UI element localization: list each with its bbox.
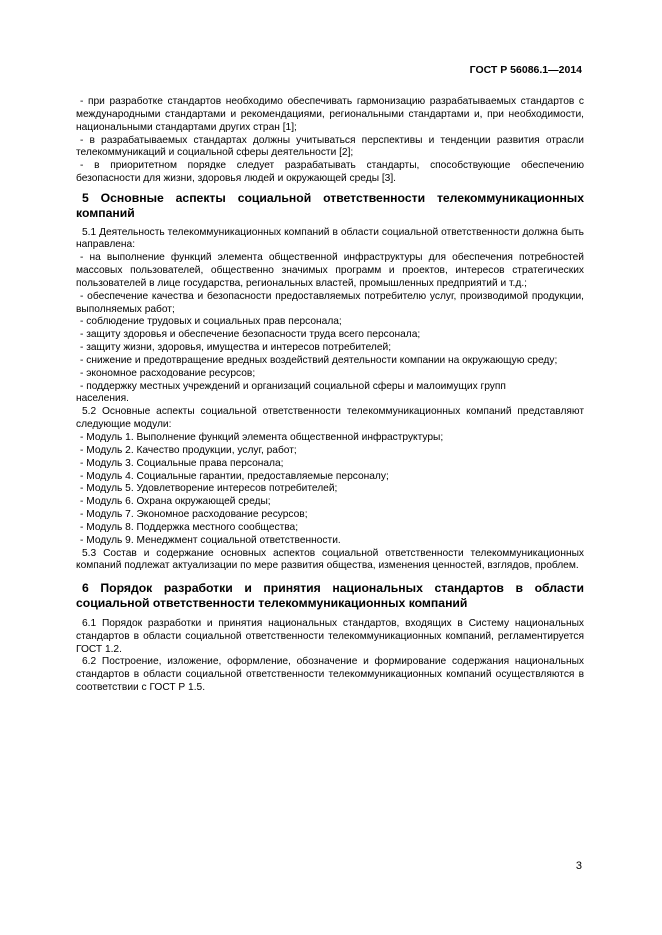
module-item: - Модуль 7. Экономное расходование ресурсов; (80, 509, 308, 521)
list-item: - обеспечение качества и безопасности предоставляемых потребителю услуг, производимой продукции, выполняемых работ; (76, 290, 584, 315)
paragraph-6-2: 6.2 Построение, изложение, оформление, обозначение и формирование содержания национальных стандартов в области социальной ответственности телекоммуникационных компаний осуществляются в соответствии с ГОСТ Р 1.5. (76, 656, 584, 694)
section-6-heading: 6 Порядок разработки и принятия национальных стандартов в области социальной ответственности телекоммуникационных компаний (76, 581, 584, 611)
document-code: ГОСТ Р 56086.1—2014 (469, 64, 582, 76)
section-5-heading: 5 Основные аспекты социальной ответственности телекоммуникационных компаний (76, 190, 584, 220)
module-item: - Модуль 8. Поддержка местного сообщества; (80, 521, 299, 533)
document-body (76, 96, 584, 695)
page-number: 3 (575, 860, 582, 872)
module-item: - Модуль 9. Менеджмент социальной ответственности. (80, 534, 341, 546)
list-item: - защиту жизни, здоровья, имущества и интересов потребителей; (80, 342, 392, 354)
paragraph-5-2: 5.2 Основные аспекты социальной ответственности телекоммуникационных компаний представляют следующие модули: (76, 406, 584, 431)
module-item: - Модуль 5. Удовлетворение интересов потребителей; (80, 483, 338, 495)
list-item-continuation: населения. (76, 393, 129, 405)
paragraph-5-3: 5.3 Состав и содержание основных аспектов социальной ответственности телекоммуникационных компаний подлежат актуализации по мере развития общества, изменения ценностей, взглядов, проблем. (76, 547, 584, 572)
module-item: - Модуль 4. Социальные гарантии, предоставляемые персоналу; (80, 470, 389, 482)
list-item: - экономное расходование ресурсов; (80, 367, 256, 379)
module-item: - Модуль 3. Социальные права персонала; (80, 457, 284, 469)
module-item: - Модуль 1. Выполнение функций элемента общественной инфраструктуры; (80, 432, 444, 443)
module-item: - Модуль 2. Качество продукции, услуг, работ; (80, 444, 297, 456)
module-item: - Модуль 6. Охрана окружающей среды; (80, 496, 271, 508)
list-item: - поддержку местных учреждений и организаций социальной сферы и малоимущих групп (80, 380, 506, 392)
list-item: - соблюдение трудовых и социальных прав персонала; (80, 316, 342, 328)
list-item: - снижение и предотвращение вредных воздействий деятельности компании на окружающую среду; (80, 354, 558, 366)
paragraph-5-1: 5.1 Деятельность телекоммуникационных компаний в области социальной ответственности должна быть направлена: (76, 226, 584, 251)
paragraph-6-1: 6.1 Порядок разработки и принятия национальных стандартов, входящих в Систему национальных стандартов в области социальной ответственности телекоммуникационных компаний, регламентируется ГОСТ 1.2. (76, 617, 584, 655)
list-item: - на выполнение функций элемента общественной инфраструктуры для обеспечения потребностей массовых пользователей, общественно значимых программ и проектов, интересов стратегических пользователей в лице государства, региональных властей, промышленных предприятий и т.д.; (76, 252, 584, 289)
intro-item: - при разработке стандартов необходимо обеспечивать гармонизацию разрабатываемых стандартов с международными стандартами и рекомендациями, региональными стандартами и, при необходимости, национальными стандартами других стран [1]; (76, 96, 584, 133)
intro-item: - в разрабатываемых стандартах должны учитываться перспективы и тенденции развития отрасли телекоммуникаций и социальной сферы деятельности [2]; (76, 134, 584, 159)
list-item: - защиту здоровья и обеспечение безопасности труда всего персонала; (80, 329, 421, 341)
intro-item: - в приоритетном порядке следует разрабатывать стандарты, способствующие обеспечению безопасности для жизни, здоровья людей и окружающей среды [3]. (76, 160, 584, 185)
